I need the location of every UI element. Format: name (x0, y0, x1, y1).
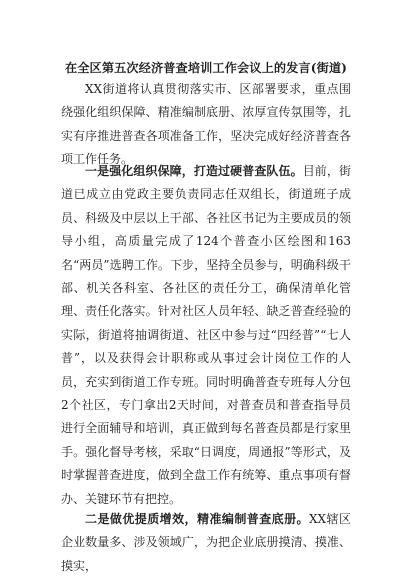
paragraph-text: XX辖区企业数量多、涉及领域广，为把企业底册摸清、摸准、摸实， (61, 512, 351, 573)
section-heading: 一是强化组织保障，打造过硬普查队伍。 (85, 164, 303, 178)
paragraph-text: 目前，街道已成立由党政主要负责同志任双组长，街道班子成员、科级及中层以上干部、各社区书记为主要成员的领导小组，高质量完成了124个普查小区绘图和163名“两员”选聘工作。下步，坚持全员参与，明确科级干部、机关各科室、各社区的责任分工，确保清单化管理、责任化落实。针对社区人员年轻、缺乏普查经验的实际，街道将抽调街道、社区中参与过“四经普”“七人普”，以及获得会计职称或从事过会计岗位工作的人员，充实到街道工作专班。同时明确普查专班每人分包2个社区，专门拿出2天时间，对普查员和普查指导员进行全面辅导和培训，真正做到每名普查员都是行家里手。强化督导考核，采取“日调度，周通报”等形式，及时掌握普查进度，做到全盘工作有统筹、重点事项有督办、关键环节有把控。 (61, 164, 351, 506)
paragraph-text: XX街道将认真贯彻落实市、区部署要求，重点围绕强化组织保障、精准编制底册、浓厚宣传氛围等，扎实有序推进普查各项准备工作，坚决完成好经济普查各项工作任务。 (61, 82, 351, 167)
section-heading: 二是做优提质增效，精准编制普查底册。 (85, 512, 310, 526)
section-one-paragraph (61, 160, 351, 511)
intro-paragraph (61, 78, 351, 172)
document-title: 在全区第五次经济普查培训工作会议上的发言(街道) (64, 61, 348, 75)
section-two-paragraph (61, 508, 351, 578)
